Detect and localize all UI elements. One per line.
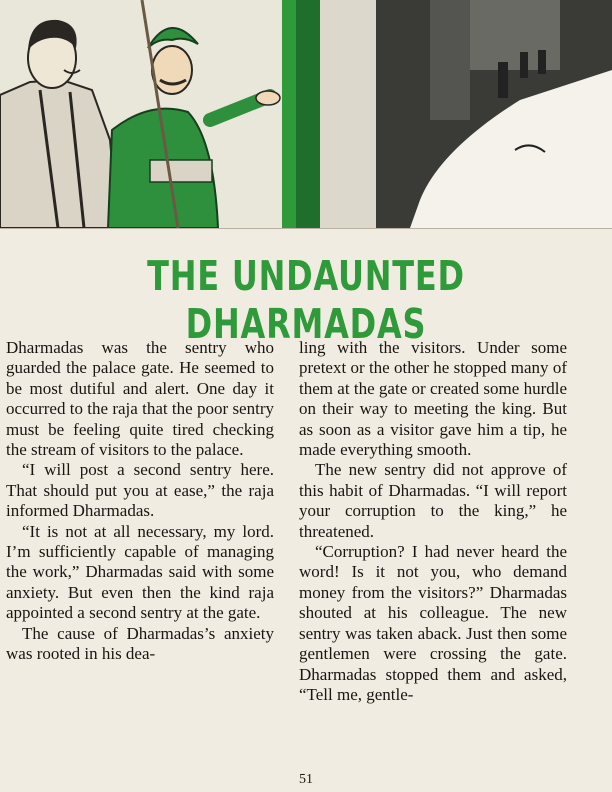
page-number: 51 bbox=[299, 772, 313, 787]
palace-gate-scene bbox=[376, 0, 612, 228]
paragraph: ling with the visitors. Under some pretext or the other he stopped many of them at the gate or created some hurdle on their way to meeting the king. But as soon as a visitor gave him a tip, he made everything smooth. bbox=[299, 338, 567, 460]
story-title: THE UNDAUNTED DHARMADAS bbox=[147, 252, 465, 348]
pillar bbox=[282, 0, 376, 228]
paragraph: The cause of Dharmadas’s anxiety was rooted in his dea- bbox=[6, 623, 274, 664]
left-column bbox=[6, 338, 274, 665]
story-illustration bbox=[0, 0, 612, 229]
paragraph: The new sentry did not approve of this habit of Dharmadas. “I will report your corruption to the king,” he threatened. bbox=[299, 460, 567, 541]
paragraph: “Corruption? I had never heard the word! Is it not you, who demand money from the visitors?” Dharmadas shouted at his colleague. The new sentry was taken aback. Just then some gentlemen were crossing the gate. Dharmadas stopped them and asked, “Tell me, gentle- bbox=[299, 542, 567, 704]
paragraph: Dharmadas was the sentry who guarded the palace gate. He seemed to be most dutiful and alert. One day it occurred to the raja that the poor sentry must be feeling quite tired checking the stream of visitors to the palace. bbox=[6, 338, 274, 460]
illustration-svg bbox=[0, 0, 612, 228]
right-column bbox=[299, 338, 567, 705]
paragraph: “It is not at all necessary, my lord. I’m sufficiently capable of managing the work,” Dharmadas said with some anxiety. But even then the kind raja appointed a second sentry at the gate. bbox=[6, 521, 274, 623]
paragraph: “I will post a second sentry here. That should put you at ease,” the raja informed Dharmadas. bbox=[6, 460, 274, 521]
